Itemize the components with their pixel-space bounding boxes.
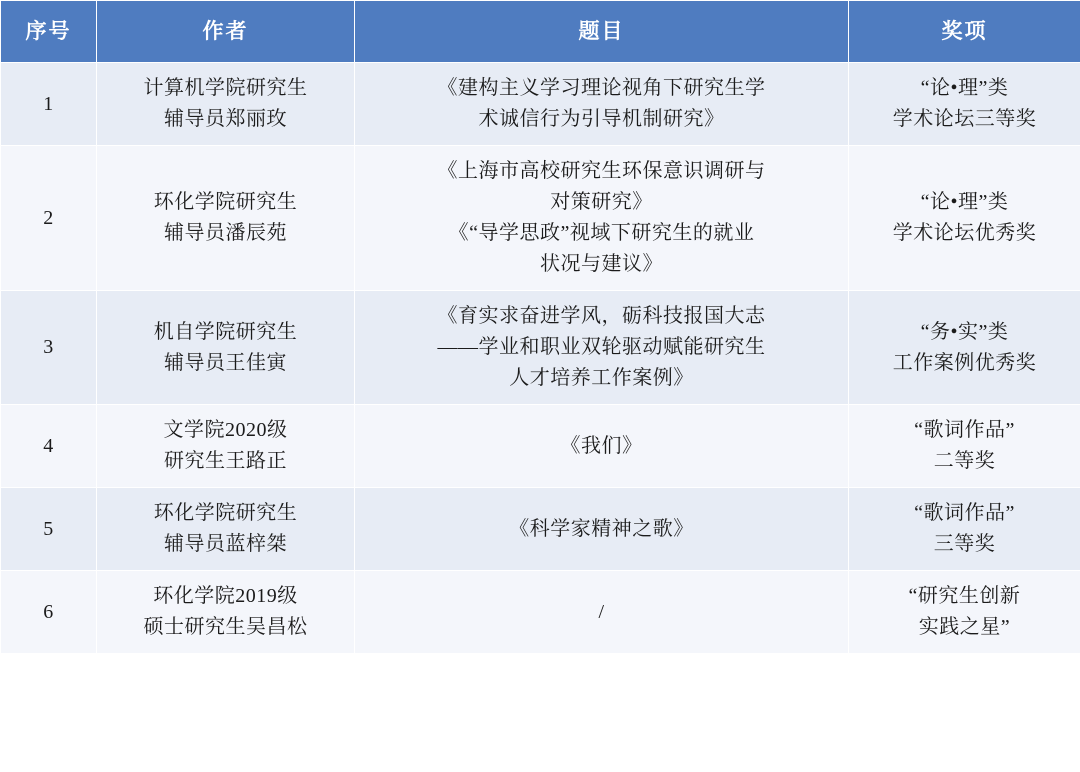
cell-seq: 3: [1, 291, 97, 405]
cell-line: 工作案例优秀奖: [892, 351, 1037, 374]
cell-line: 辅导员王佳寅: [164, 351, 287, 374]
cell-line: “务•实”类: [920, 320, 1009, 343]
cell-line: 硕士研究生吴昌松: [143, 616, 308, 638]
cell-line: 《“导学思政”视域下研究生的就业: [448, 222, 755, 244]
cell-line: 《建构主义学习理论视角下研究生学: [437, 77, 766, 99]
cell-line: 环化学院研究生: [153, 502, 298, 524]
table-header: [1, 1, 1080, 63]
cell-seq: 5: [1, 488, 97, 571]
cell-line: 学术论坛三等奖: [892, 108, 1037, 130]
column-header-author: 作者: [97, 1, 355, 63]
cell-line: ——学业和职业双轮驱动赋能研究生: [437, 336, 766, 358]
cell-line: 计算机学院研究生: [143, 77, 308, 99]
cell-award: [849, 291, 1080, 405]
cell-line: 《育实求奋进学风，砺科技报国大志: [437, 305, 766, 327]
cell-line: 机自学院研究生: [153, 320, 298, 343]
cell-line: 辅导员郑丽玫: [164, 108, 287, 130]
cell-author: [97, 146, 355, 291]
cell-line: 辅导员蓝梓桀: [164, 533, 287, 555]
cell-line: 实践之星”: [918, 616, 1011, 638]
cell-line: 状况与建议》: [540, 253, 663, 275]
cell-title: [355, 63, 849, 146]
cell-author: [97, 63, 355, 146]
cell-seq: 1: [1, 63, 97, 146]
cell-line: /: [598, 600, 605, 623]
cell-author: [97, 571, 355, 654]
cell-line: 辅导员潘辰苑: [164, 222, 287, 244]
cell-line: 术诚信行为引导机制研究》: [478, 108, 725, 130]
table-row: [1, 146, 1080, 291]
cell-seq: 2: [1, 146, 97, 291]
cell-line: 人才培养工作案例》: [509, 367, 694, 389]
cell-line: 文学院2020级: [163, 419, 288, 441]
table-body: [1, 63, 1080, 654]
cell-seq: 6: [1, 571, 97, 654]
table-row: [1, 405, 1080, 488]
cell-author: [97, 488, 355, 571]
cell-award: [849, 571, 1080, 654]
cell-award: [849, 405, 1080, 488]
table-row: [1, 571, 1080, 654]
cell-seq: 4: [1, 405, 97, 488]
cell-line: 学术论坛优秀奖: [892, 222, 1037, 244]
cell-title: [355, 146, 849, 291]
table-row: [1, 63, 1080, 146]
cell-line: 二等奖: [933, 450, 996, 472]
cell-title: [355, 571, 849, 654]
cell-author: [97, 291, 355, 405]
cell-line: 对策研究》: [550, 191, 653, 213]
cell-line: 《上海市高校研究生环保意识调研与: [437, 160, 766, 182]
cell-line: 《科学家精神之歌》: [509, 517, 694, 540]
cell-line: “论•理”类: [920, 191, 1009, 213]
column-header-seq: 序号: [1, 1, 97, 63]
cell-title: [355, 291, 849, 405]
cell-line: “论•理”类: [920, 77, 1009, 99]
cell-line: “歌词作品”: [914, 502, 1015, 524]
cell-title: [355, 488, 849, 571]
column-header-title: 题目: [355, 1, 849, 63]
cell-line: “研究生创新: [908, 585, 1021, 607]
cell-line: 环化学院2019级: [153, 585, 298, 607]
cell-author: [97, 405, 355, 488]
cell-line: “歌词作品”: [914, 419, 1015, 441]
cell-award: [849, 488, 1080, 571]
column-header-award: 奖项: [849, 1, 1080, 63]
cell-award: [849, 63, 1080, 146]
cell-line: 《我们》: [560, 434, 643, 457]
table-header-row: [1, 1, 1080, 63]
cell-line: 环化学院研究生: [153, 191, 298, 213]
cell-line: 研究生王路正: [164, 450, 287, 472]
table-row: [1, 291, 1080, 405]
cell-title: [355, 405, 849, 488]
cell-line: 三等奖: [933, 533, 996, 555]
cell-award: [849, 146, 1080, 291]
table-row: [1, 488, 1080, 571]
